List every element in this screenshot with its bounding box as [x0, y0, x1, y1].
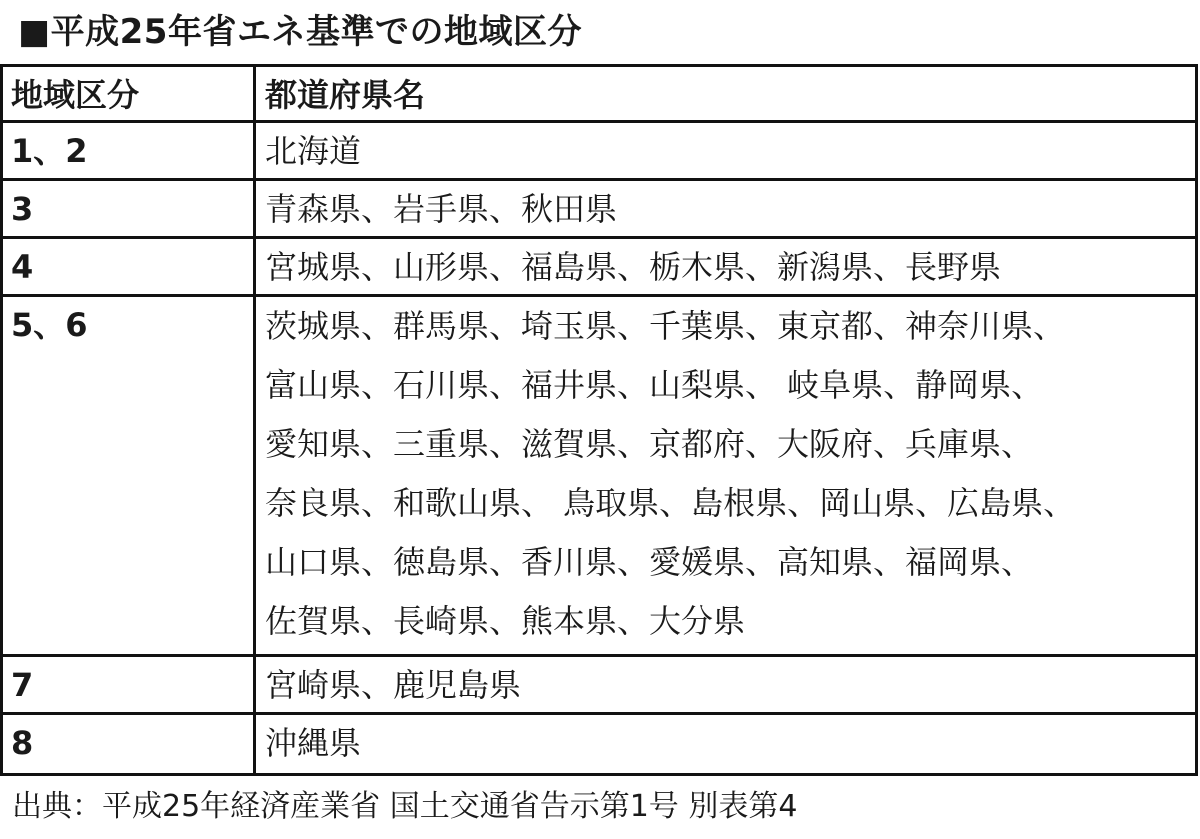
region-cell: 1、2 [3, 123, 256, 178]
source-note: 出典：平成25年経済産業省 国土交通省告示第1号 別表第4 [12, 789, 798, 824]
table-row [3, 181, 1195, 239]
region-cell: 7 [3, 657, 256, 712]
page-title: ■平成25年省エネ基準での地域区分 [18, 12, 582, 52]
table-row [3, 239, 1195, 297]
prefectures-cell [256, 297, 1195, 654]
prefectures-line: 佐賀県、長崎県、熊本県、大分県 [265, 602, 746, 640]
prefectures-line: 奈良県、和歌山県、 鳥取県、島根県、岡山県、広島県、 [265, 484, 1076, 522]
region-cell: 4 [3, 239, 256, 294]
header-prefectures: 都道府県名 [265, 76, 426, 114]
prefectures-cell: 青森県、岩手県、秋田県 [265, 190, 618, 228]
prefectures-line: 茨城県、群馬県、埼玉県、千葉県、東京都、神奈川県、 [265, 307, 1066, 345]
table-row [3, 123, 1195, 181]
table-row [3, 715, 1195, 773]
header-region: 地域区分 [3, 67, 256, 120]
prefectures-line: 愛知県、三重県、滋賀県、京都府、大阪府、兵庫県、 [265, 425, 1034, 463]
prefectures-cell: 北海道 [265, 132, 362, 170]
region-table [0, 64, 1198, 776]
prefectures-cell: 宮城県、山形県、福島県、栃木県、新潟県、長野県 [265, 248, 1002, 286]
table-row [3, 297, 1195, 657]
prefectures-cell: 宮崎県、鹿児島県 [265, 666, 522, 704]
region-cell: 8 [3, 715, 256, 773]
prefectures-line: 富山県、石川県、福井県、山梨県、 岐阜県、静岡県、 [265, 366, 1044, 404]
region-cell: 5、6 [3, 297, 256, 654]
region-cell: 3 [3, 181, 256, 236]
prefectures-cell: 沖縄県 [265, 724, 362, 762]
prefectures-line: 山口県、徳島県、香川県、愛媛県、高知県、福岡県、 [265, 543, 1034, 581]
table-row [3, 657, 1195, 715]
table-header-row [3, 67, 1195, 123]
